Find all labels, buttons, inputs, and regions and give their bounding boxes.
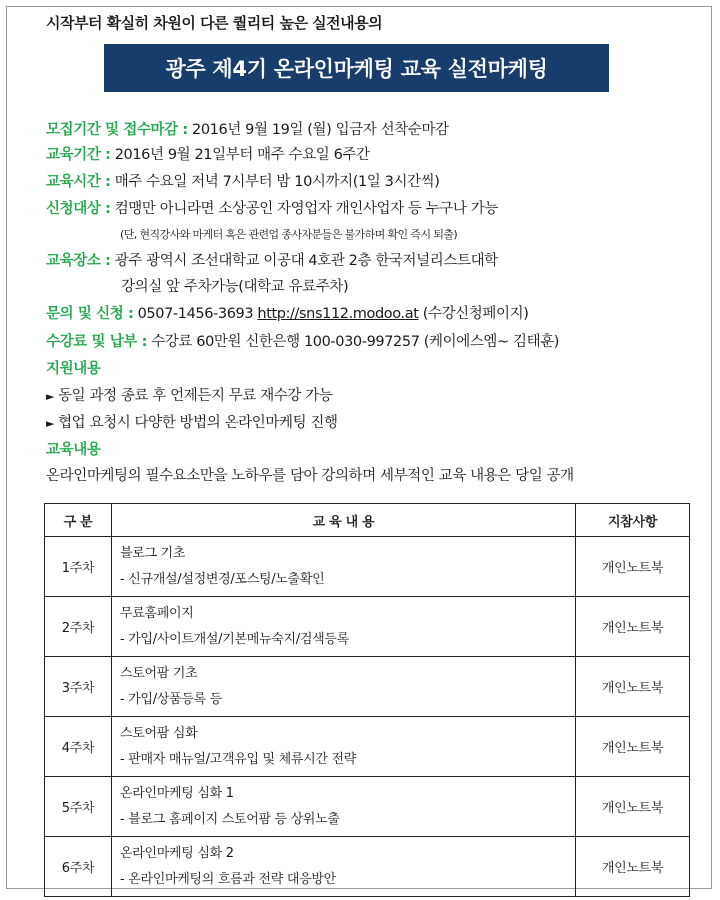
period-value: 2016년 9월 21일부터 매주 수요일 6주간 [114, 147, 370, 163]
row-topic: 온라인마케팅 심화 1 [120, 785, 234, 801]
info-recruit [46, 118, 449, 139]
row-topic: 스토어팜 기초 [120, 665, 198, 681]
row-detail: - 가입/상품등록 등 [120, 691, 222, 707]
row-bring: 개인노트북 [576, 597, 690, 657]
row-bring: 개인노트북 [576, 717, 690, 777]
time-value: 매주 수요일 저녁 7시부터 밤 10시까지(1일 3시간씩) [114, 174, 440, 190]
row-content [112, 837, 576, 897]
page-title: 광주 제4기 온라인마케팅 교육 실전마케팅 [165, 57, 548, 81]
header-content: 교 육 내 용 [112, 504, 576, 537]
contact-suffix: (수강신청페이지) [422, 306, 529, 322]
contact-phone: 0507-1456-3693 [137, 306, 254, 322]
info-place [46, 249, 498, 270]
row-bring: 개인노트북 [576, 537, 690, 597]
content-section [46, 438, 100, 459]
table-row [45, 777, 690, 837]
row-content [112, 777, 576, 837]
support-section [46, 357, 100, 378]
info-time [46, 170, 440, 191]
time-label: 교육시간 : [46, 174, 111, 190]
target-label: 신청대상 : [46, 201, 111, 217]
row-week: 5주차 [45, 777, 112, 837]
table-row [45, 657, 690, 717]
content-desc: 온라인마케팅의 필수요소만을 노하우를 담아 강의하며 세부적인 교육 내용은 당일 공개 [46, 468, 574, 484]
row-detail: - 판매자 매뉴얼/고객유입 및 체류시간 전략 [120, 751, 357, 767]
content-label: 교육내용 [46, 442, 101, 458]
place-line2: 강의실 앞 주차가능(대학교 유료주차) [121, 279, 349, 295]
info-period [46, 143, 370, 164]
support-item-text: 협업 요청시 다양한 방법의 온라인마케팅 진행 [58, 415, 338, 431]
info-contact [46, 302, 528, 323]
row-content [112, 597, 576, 657]
fee-value: 수강료 60만원 신한은행 100-030-997257 (케이에스엠~ 김태훈) [151, 334, 560, 350]
target-note: (단, 현직강사와 마케터 혹은 관련업 종사자분들은 불가하며 확인 즉시 퇴출) [120, 228, 458, 241]
info-target [46, 197, 498, 218]
contact-link[interactable]: http://sns112.modoo.at [257, 306, 419, 322]
recruit-value: 2016년 9월 19일 (월) 입금자 선착순마감 [192, 122, 449, 138]
row-topic: 블로그 기초 [120, 545, 186, 561]
place-label: 교육장소 : [46, 253, 111, 269]
period-label: 교육기간 : [46, 147, 111, 163]
row-week: 6주차 [45, 837, 112, 897]
support-label: 지원내용 [46, 361, 101, 377]
support-item-text: 동일 과정 종료 후 언제든지 무료 재수강 가능 [58, 388, 333, 404]
row-detail: - 가입/사이트개설/기본메뉴숙지/검색등록 [120, 631, 349, 647]
info-fee [46, 330, 559, 351]
row-bring: 개인노트북 [576, 777, 690, 837]
row-week: 3주차 [45, 657, 112, 717]
support-item [46, 384, 332, 405]
triangle-right-icon: ► [46, 390, 55, 403]
table-header-row [45, 504, 690, 537]
row-content [112, 717, 576, 777]
target-value: 컴맹만 아니라면 소상공인 자영업자 개인사업자 등 누구나 가능 [114, 201, 498, 217]
table-row [45, 537, 690, 597]
table-row [45, 597, 690, 657]
row-topic: 온라인마케팅 심화 2 [120, 845, 234, 861]
row-bring: 개인노트북 [576, 657, 690, 717]
row-detail: - 신규개설/설정변경/포스팅/노출확인 [120, 571, 325, 587]
row-content [112, 537, 576, 597]
contact-label: 문의 및 신청 : [46, 306, 134, 322]
fee-label: 수강료 및 납부 : [46, 334, 147, 350]
row-week: 4주차 [45, 717, 112, 777]
row-content [112, 657, 576, 717]
row-topic: 스토어팜 심화 [120, 725, 198, 741]
subtitle: 시작부터 확실히 차원이 다른 퀄리티 높은 실전내용의 [46, 14, 383, 32]
support-item [46, 411, 338, 432]
row-week: 1주차 [45, 537, 112, 597]
schedule-table [44, 503, 690, 897]
header-bring: 지참사항 [576, 504, 690, 537]
row-detail: - 블로그 홈페이지 스토어팜 등 상위노출 [120, 811, 340, 827]
row-bring: 개인노트북 [576, 837, 690, 897]
table-row [45, 717, 690, 777]
recruit-label: 모집기간 및 접수마감 : [46, 122, 188, 138]
header-week: 구 분 [45, 504, 112, 537]
place-value: 광주 광역시 조선대학교 이공대 4호관 2층 한국저널리스트대학 [114, 253, 498, 269]
row-topic: 무료홈페이지 [120, 605, 194, 621]
triangle-right-icon: ► [46, 417, 55, 430]
row-week: 2주차 [45, 597, 112, 657]
row-detail: - 온라인마케팅의 흐름과 전략 대응방안 [120, 871, 336, 887]
title-banner [104, 44, 609, 92]
table-row [45, 837, 690, 897]
